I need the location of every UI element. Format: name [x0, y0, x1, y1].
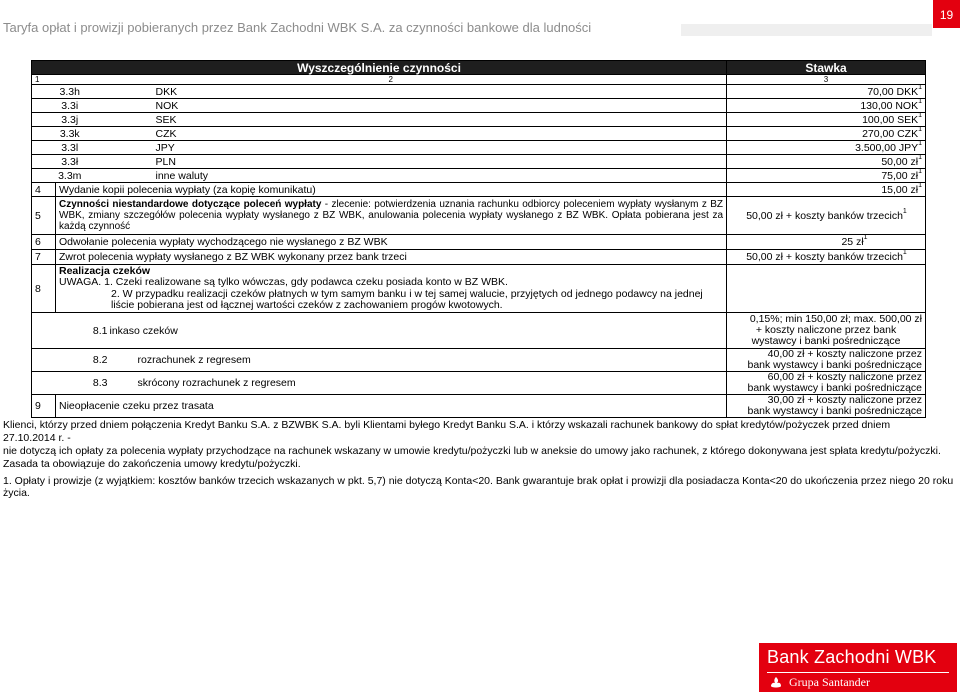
row-description-bold: Czynności niestandardowe dotyczące poleceń wypłaty	[59, 199, 322, 210]
table-row	[32, 197, 926, 235]
row-code: 3.3h	[32, 85, 108, 99]
rate-line: 30,00 zł + koszty naliczone przez	[767, 394, 923, 406]
table-row	[32, 265, 926, 313]
row-rate	[727, 127, 926, 141]
santander-flame-icon	[769, 676, 783, 689]
row-rate	[727, 395, 926, 418]
column-numbers-row	[32, 75, 926, 85]
table-row	[32, 395, 926, 418]
bank-name: Bank Zachodni WBK	[767, 647, 937, 667]
rate-line: bank wystawcy i banki pośredniczące	[747, 359, 923, 371]
row-code: 3.3i	[32, 99, 108, 113]
row-description-rest: - zlecenie: potwierdzenia uznania rachunku odbiorcy poleceniem wypłaty wysłanym z BZ WBK, zmiany szczegółów polecenia wypłaty wysłanego z BZ WBK, anulowania polecenia wypłaty wysłanego z BZ WBK. Opłata pobierana jest za każdą czynność	[59, 199, 724, 232]
rate-line: 60,00 zł + koszty naliczone przez	[767, 371, 923, 383]
row-code: 3.3ł	[32, 155, 108, 169]
col-number-2: 2	[56, 75, 727, 85]
header-bar	[681, 24, 932, 36]
row-number: 8.1	[32, 313, 108, 349]
table-row	[32, 99, 926, 113]
note-line: UWAGA. 1. Czeki realizowane są tylko wówczas, gdy podawca czeku posiada konto w BZ WBK.	[59, 276, 508, 288]
row-rate	[727, 113, 926, 127]
row-rate	[727, 183, 926, 197]
row-rate	[727, 197, 926, 235]
rate-line: 40,00 zł + koszty naliczone przez	[767, 348, 923, 360]
rate-value: 270,00 CZK	[862, 127, 919, 140]
rate-line: 0,15%; min 150,00 zł; max. 500,00 zł	[749, 313, 923, 325]
rate-value: 50,00 zł	[881, 155, 919, 168]
row-description: Odwołanie polecenia wypłaty wychodzącego nie wysłanego z BZ WBK	[56, 235, 727, 250]
row-description	[56, 265, 727, 313]
row-currency: inne waluty	[108, 169, 727, 183]
row-currency: SEK	[108, 113, 727, 127]
note-line: Zasada ta obowiązuje do zakończenia umowy kredytu/pożyczki.	[3, 458, 301, 470]
rate-value: 50,00 zł + koszty banków trzecich	[746, 251, 903, 263]
col-header-rate: Stawka	[727, 61, 926, 75]
row-description: rozrachunek z regresem	[108, 349, 727, 372]
row-rate	[727, 235, 926, 250]
table-row	[32, 141, 926, 155]
table-row	[32, 235, 926, 250]
footnote-ref: 1	[918, 97, 923, 105]
group-name: Grupa Santander	[789, 675, 870, 689]
rate-line: bank wystawcy i banki pośredniczące	[747, 382, 923, 394]
logo-divider	[767, 672, 949, 673]
row-currency: NOK	[108, 99, 727, 113]
row-currency: JPY	[108, 141, 727, 155]
rate-value: 25 zł	[841, 236, 864, 248]
footnote-ref: 1	[918, 83, 923, 91]
row-code: 3.3k	[32, 127, 108, 141]
footnote-ref: 1	[918, 181, 923, 189]
row-rate	[727, 169, 926, 183]
row-number: 8.2	[32, 349, 108, 372]
row-currency: DKK	[108, 85, 727, 99]
row-description: Nieopłacenie czeku przez trasata	[56, 395, 727, 418]
table-row	[32, 127, 926, 141]
row-rate	[727, 372, 926, 395]
footnote-ref: 1	[902, 207, 907, 215]
row-currency: CZK	[108, 127, 727, 141]
row-description: inkaso czeków	[108, 313, 727, 349]
col-header-description: Wyszczególnienie czynności	[32, 61, 727, 75]
footnote-ref: 1	[902, 249, 907, 256]
rate-value: 15,00 zł	[881, 183, 919, 196]
footnote-ref: 1	[863, 234, 868, 241]
row-number: 6	[32, 235, 56, 250]
row-description: Zwrot polecenia wypłaty wysłanego z BZ WBK wykonany przez bank trzeci	[56, 250, 727, 265]
rate-value: 100,00 SEK	[862, 113, 919, 126]
notes-block	[3, 419, 943, 471]
rate-line: wystawcy i banki pośredniczące	[751, 335, 901, 347]
row-number: 8.3	[32, 372, 108, 395]
footnote-ref: 1	[918, 125, 923, 133]
row-number: 4	[32, 183, 56, 197]
row-code: 3.3m	[32, 169, 108, 183]
footnote-ref: 1	[918, 111, 923, 119]
rate-value: 3.500,00 JPY	[855, 141, 919, 154]
rate-value: 130,00 NOK	[860, 99, 919, 112]
table-row	[32, 85, 926, 99]
row-rate	[727, 250, 926, 265]
note-line: nie dotyczą ich opłaty za polecenia wypłaty przychodzące na rachunek wskazany w umowie kredytu/pożyczki lub w aneksie do umowy jako rachunek, z którego dokonywana jest spłata kredytu/pożyczki.	[3, 445, 941, 457]
table-row	[32, 113, 926, 127]
note-line: 2. W przypadku realizacji czeków płatnych w tym samym banku i w tej samej walucie, przyjętych od jednego podawcy na jednej liście pobierana jest od łącznej wartości czeków z zachowaniem progów kwotowych.	[111, 287, 703, 311]
bank-logo	[759, 643, 957, 692]
row-number: 8	[32, 265, 56, 313]
page-number: 19	[933, 0, 960, 28]
row-description: skrócony rozrachunek z regresem	[108, 372, 727, 395]
footnote-ref: 1	[918, 153, 923, 161]
table-row	[32, 313, 926, 349]
section-title: Realizacja czeków	[59, 264, 151, 277]
table-row	[32, 183, 926, 197]
table-header-row	[32, 61, 926, 75]
note-line: Klienci, którzy przed dniem połączenia Kredyt Banku S.A. z BZWBK S.A. byli Klientami byłego Kredyt Banku S.A. i którzy wskazali rachunek bankowy do spłat kredytów/pożyczek przed dniem 27.10.2014 r. -	[3, 419, 891, 444]
row-number: 7	[32, 250, 56, 265]
row-code: 3.3l	[32, 141, 108, 155]
rate-value: 75,00 zł	[881, 169, 919, 182]
table-row	[32, 250, 926, 265]
fees-table	[31, 60, 926, 418]
row-rate	[727, 155, 926, 169]
row-number: 5	[32, 197, 56, 235]
rate-line: bank wystawcy i banki pośredniczące	[747, 405, 923, 417]
col-number-1: 1	[32, 75, 56, 85]
row-rate	[727, 99, 926, 113]
row-rate	[727, 265, 926, 313]
row-currency: PLN	[108, 155, 727, 169]
table-row	[32, 349, 926, 372]
row-rate	[727, 85, 926, 99]
row-rate	[727, 313, 926, 349]
rate-value: 70,00 DKK	[867, 85, 919, 98]
row-code: 3.3j	[32, 113, 108, 127]
row-rate	[727, 141, 926, 155]
rate-value: 50,00 zł + koszty banków trzecich	[746, 209, 903, 222]
footnote-ref: 1	[918, 139, 923, 147]
rate-line: + koszty naliczone przez bank	[755, 324, 897, 336]
table-row	[32, 372, 926, 395]
row-number: 9	[32, 395, 56, 418]
row-description: Wydanie kopii polecenia wypłaty (za kopię komunikatu)	[56, 183, 727, 197]
footnote: 1. Opłaty i prowizje (z wyjątkiem: kosztów banków trzecich wskazanych w pkt. 5,7) nie dotyczą Konta<20. Bank gwarantuje brak opłat i prowizji dla posiadacza Konta<20 do ukończenia przez niego 20 roku życia.	[3, 475, 954, 499]
row-rate	[727, 349, 926, 372]
table-row	[32, 169, 926, 183]
document-title: Taryfa opłat i prowizji pobieranych przez Bank Zachodni WBK S.A. za czynności bankowe dla ludności	[3, 20, 592, 35]
table-row	[32, 155, 926, 169]
col-number-3: 3	[727, 75, 926, 85]
row-description	[56, 197, 727, 235]
footnote-ref: 1	[918, 167, 923, 175]
